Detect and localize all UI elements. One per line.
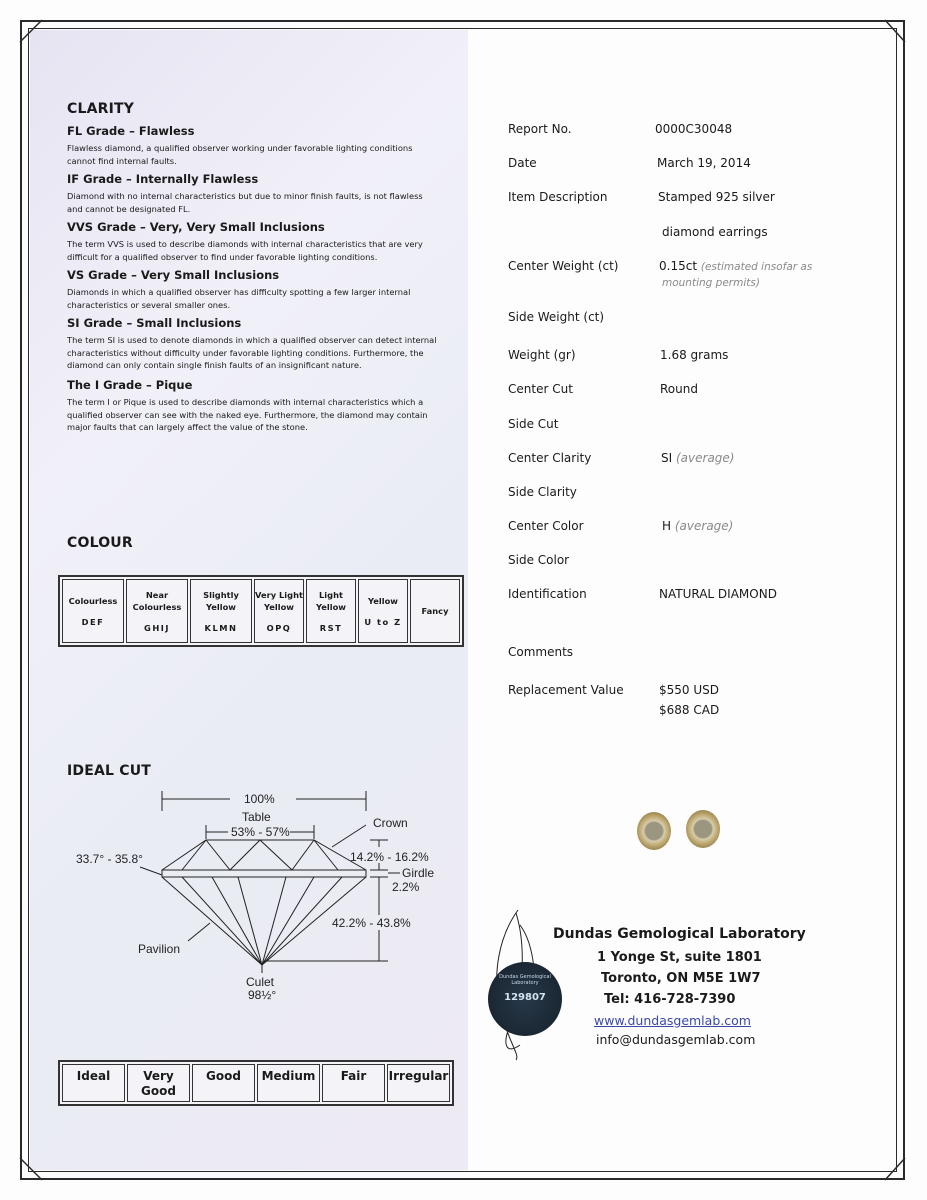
cut-grade-cell: Ideal [62,1064,125,1102]
grade-fl-text: Flawless diamond, a qualified observer working under favorable lighting conditions cannot find internal faults. [67,143,413,166]
colour-cell: Near Colourless GHIJ [126,579,188,643]
replacement-value-label: Replacement Value [508,683,624,697]
colour-cell: Very Light Yellow OPQ [254,579,304,643]
grade-fl-heading: FL Grade – Flawless [67,124,195,138]
center-weight-note-2: mounting permits) [662,277,760,289]
date-value: March 19, 2014 [657,156,751,170]
identification-label: Identification [508,587,587,601]
colour-scale-table [58,575,464,647]
center-weight-label: Center Weight (ct) [508,259,619,273]
crown-arrow [332,825,366,847]
center-cut-label: Center Cut [508,382,573,396]
center-cut-value: Round [660,382,698,396]
center-weight-note: (estimated insofar as [700,261,813,273]
side-weight-label: Side Weight (ct) [508,310,605,324]
seal-number: 129807 [504,992,546,1003]
table-label: 53% - 57% [231,825,290,839]
colour-title: COLOUR [67,535,133,551]
cut-grade-cell: Medium [257,1064,320,1102]
item-description-label: Item Description [508,190,608,204]
diamond-outline [162,840,366,965]
colour-cell-fancy: Fancy [410,579,460,643]
grade-si-heading: SI Grade – Small Inclusions [67,316,242,330]
grade-vvs-text: The term VVS is used to describe diamonds with internal characteristics that are very difficult for a qualified observer to find under favorable lighting conditions. [67,239,423,262]
culet-label: 98½° [248,988,277,1002]
report-no-label: Report No. [508,122,572,136]
girdle-name-label: Girdle [402,866,435,880]
crown-angle-pointer [140,867,162,875]
center-weight-number: 0.15ct [659,259,698,273]
grade-if-text: Diamond with no internal characteristics but due to minor finish faults, is not flawless and cannot be designated FL. [67,191,423,214]
earring-photo-left [637,812,671,850]
cut-grade-cell: Fair [322,1064,385,1102]
grade-i-heading: The I Grade – Pique [67,378,193,392]
lab-website-link[interactable]: www.dundasgemlab.com [594,1013,751,1028]
identification-value: NATURAL DIAMOND [659,587,777,601]
grade-i-text: The term I or Pique is used to describe diamonds with internal characteristics which a qualified observer can see with the naked eye. Furthermore, the diamond may contain major faults that can largely affect the value of the stone. [67,397,428,432]
item-description-value-2: diamond earrings [662,225,768,239]
replacement-value-usd: $550 USD [659,683,719,697]
cut-scale-table [58,1060,454,1106]
center-clarity-label: Center Clarity [508,451,592,465]
grade-si-text: The term SI is used to denote diamonds in which a qualified observer can detect internal characteristics without difficulty under favorable lighting conditions. Furthermore, the diamond can only contain single finish faults of an insignificant nature. [67,335,437,370]
center-color-grade: H [662,519,672,533]
colour-cell: Yellow U to Z [358,579,408,643]
colour-cell: Slightly Yellow KLMN [190,579,252,643]
earring-photo-right [686,810,720,848]
center-clarity-grade: SI [661,451,673,465]
replacement-value-cad: $688 CAD [659,703,720,717]
colour-cell: Light Yellow RST [306,579,356,643]
lab-name: Dundas Gemological Laboratory [553,926,806,942]
crown-label: Crown [373,816,408,830]
grade-vvs-heading: VVS Grade – Very, Very Small Inclusions [67,220,325,234]
pavilion-label: Pavilion [138,942,181,956]
lab-email: info@dundasgemlab.com [596,1032,756,1047]
center-color-value [662,519,733,533]
pavilion-depth-label: 42.2% - 43.8% [332,916,411,930]
comments-label: Comments [508,645,574,659]
lab-address-2: Toronto, ON M5E 1W7 [601,971,761,986]
girdle-label: 2.2% [392,880,420,894]
grade-vs-text: Diamonds in which a qualified observer has difficulty spotting a few larger internal characteristics or several smaller ones. [67,287,411,310]
crown-facets [182,840,338,870]
cut-grade-cell: Very Good [127,1064,190,1102]
center-clarity-note: (average) [675,451,735,465]
grade-vs-heading: VS Grade – Very Small Inclusions [67,268,280,282]
colour-cell: Colourless DEF [62,579,124,643]
culet-name-label: Culet [246,975,275,989]
ideal-cut-title: IDEAL CUT [67,763,152,779]
side-clarity-label: Side Clarity [508,485,577,499]
table-name-label: Table [242,810,271,824]
center-color-label: Center Color [508,519,584,533]
side-color-label: Side Color [508,553,570,567]
center-clarity-value [661,451,734,465]
center-color-note: (average) [674,519,734,533]
girdle-lines [162,870,366,877]
cut-grade-cell: Irregular [387,1064,450,1102]
crown-height-label: 14.2% - 16.2% [350,850,429,864]
item-description-value: Stamped 925 silver [658,190,775,204]
pavilion-arrow [188,923,210,941]
pavilion-facets [182,877,342,965]
lab-seal-stamp [488,962,562,1036]
girdle-line [370,870,400,877]
date-label: Date [508,156,537,170]
lab-phone: Tel: 416-728-7390 [604,992,736,1007]
crown-angle-label: 33.7° - 35.8° [76,852,143,866]
seal-text: Dundas Gemological Laboratory [499,974,551,986]
lab-address-1: 1 Yonge St, suite 1801 [597,950,762,965]
cut-grade-cell: Good [192,1064,255,1102]
report-no-value: 0000C30048 [655,122,733,136]
side-cut-label: Side Cut [508,417,559,431]
clarity-title: CLARITY [67,101,135,117]
weight-gr-label: Weight (gr) [508,348,576,362]
ideal-cut-diagram [70,785,450,1015]
grade-if-heading: IF Grade – Internally Flawless [67,172,259,186]
width-label: 100% [244,792,275,806]
center-weight-value [659,259,812,273]
weight-gr-value: 1.68 grams [660,348,729,362]
